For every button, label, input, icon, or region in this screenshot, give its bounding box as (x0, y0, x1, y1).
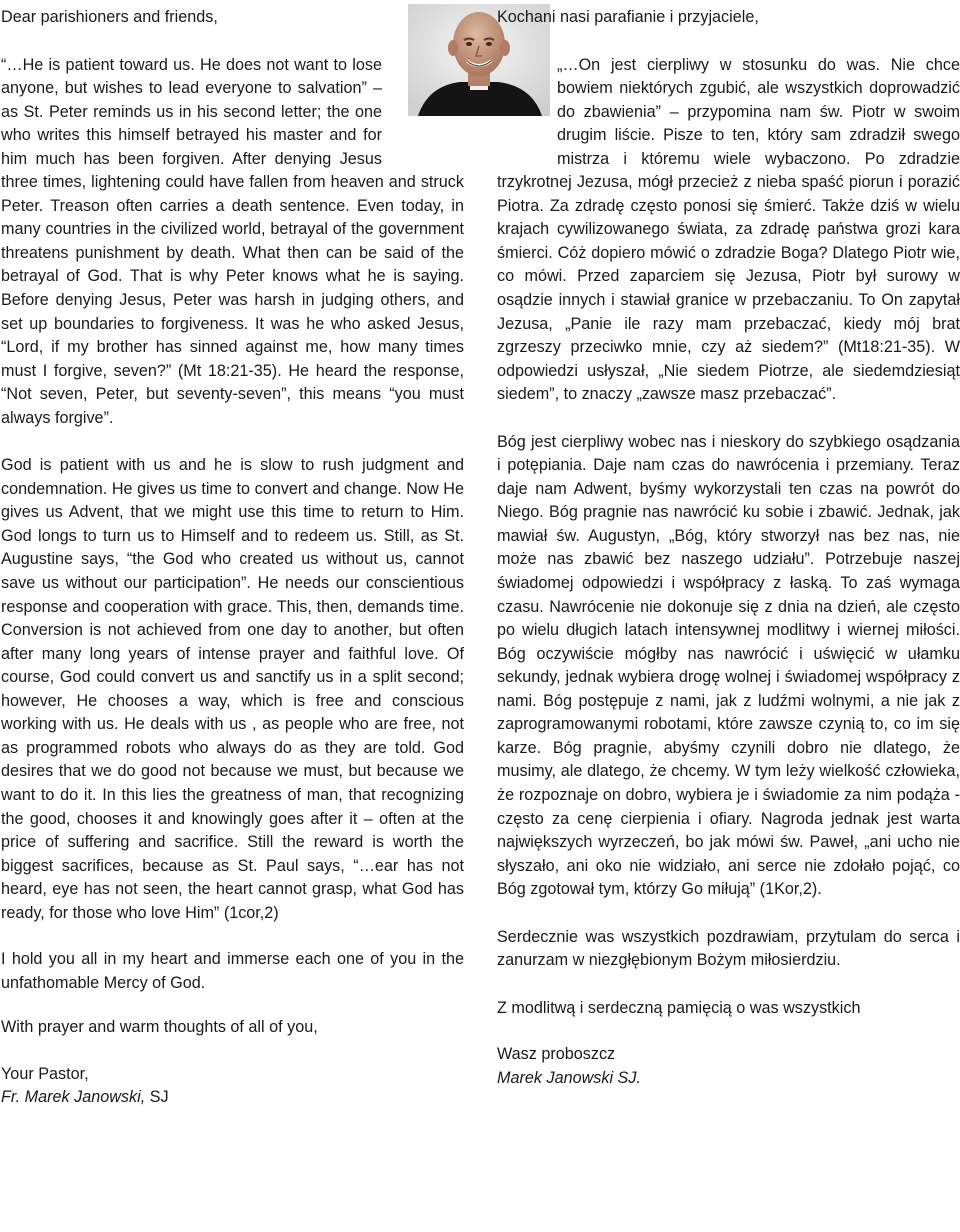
english-closing: Your Pastor, (1, 1064, 89, 1083)
polish-signature-block (497, 1043, 960, 1090)
english-signature (1, 1086, 464, 1110)
english-paragraph-1: “…He is patient toward us. He does not want to lose anyone, but wishes to lead everyone to salvation” – as St. Peter reminds us in his second letter; the one who writes this himself betrayed his master and for him much has been forgiven. After denying Jesus three times, lightening could have fallen from heaven and struck Peter. Treason often carries a death sentence. Even today, in many countries in the civilized world, betrayal of the government threatens punishment by death. What then can be said of the betrayal of God. That is why Peter knows what he is saying. Before denying Jesus, Peter was harsh in judging others, and set up boundaries to forgiveness. It was he who asked Jesus, “Lord, if my brother has sinned against me, how many times must I forgive, seven?” (Mt 18:21-35). He heard the response, “Not seven, Peter, but seventy-seven”, this means “you must always forgive”. (1, 55, 464, 427)
english-column (1, 6, 464, 1110)
english-paragraph-2: God is patient with us and he is slow to rush judgment and condemnation. He gives us time to convert and change. Now He gives us Advent, that we might use this time to return to Him. God longs to turn us to Himself and to redeem us. Still, as St. Augustine says, “the God who created us without us, cannot save us without our participation”. He needs our conscientious response and cooperation with grace. This, then, demands time. Conversion is not achieved from one day to another, but often after many long years of intense prayer and faithful love. Of course, God could convert us and sanctify us in a split second; however, He chooses a way, which is free and conscious working with us. He deals with us , as people who are free, not as programmed robots who always do as they are told. God desires that we do good not because we must, but because we want to do it. In this lies the greatness of man, that recognizing the good, chooses it and knowingly goes after it – often at the price of suffering and sacrifice. Still the reward is worth the biggest sacrifices, because as St. Paul says, “…ear has not heard, eye has not seen, the heart cannot grasp, what God has ready, for those who love Him” (1cor,2) (1, 456, 464, 922)
english-greeting: Dear parishioners and friends, (1, 8, 218, 26)
polish-paragraph-2: Bóg jest cierpliwy wobec nas i nieskory do szybkiego osądzania i potępiania. Daje nam czas do nawrócenia i przemiany. Teraz daje nam Adwent, byśmy wykorzystali ten czas na powrót do Niego. Bóg pragnie nas nawrócić ku sobie i zbawić. Jednak, jak mawiał św. Augustyn, „Bóg, który stworzył nas bez nas, nie może nas zbawić bez naszego udziału”. Potrzebuje naszej świadomej odpowiedzi i współpracy z łaską. To zaś wymaga czasu. Nawrócenie nie dokonuje się z dnia na dzień, ale często po wielu długich latach intensywnej modlitwy i wiernej miłości. Bóg oczywiście mógłby nas nawrócić i uświęcić w ułamku sekundy, jednak wybiera drogę wolnej i świadomej współpracy z nami. Bóg postępuje z nami, jak z ludźmi wolnymi, a nie jak z zaprogramowanymi robotami, które zawsze czynią to, co im się karze. Bóg pragnie, abyśmy czynili dobro nie dlatego, że musimy, ale dlatego, że chcemy. W tym leży wielkość człowieka, że rozpoznaje on dobro, wybiera je i świadomie za nim podąża - często za cenę cierpienia i ofiary. Nagroda jednak jest warta największych wyrzeczeń, bo jak mówi św. Paweł, „ani ucho nie słyszało, ani oko nie widziało, ani serce nie zdołało pojąć, co Bóg zgotował tym, którzy Go miłują” (1Kor,2). (497, 432, 960, 899)
english-signature-order: SJ (145, 1088, 169, 1107)
polish-closing: Wasz proboszcz (497, 1045, 616, 1064)
polish-paragraph-1: „…On jest cierpliwy w stosunku do was. Nie chce bowiem niektórych zgubić, ale wszystkich doprowadzić do zbawienia” – przypomina nam św. Piotr w swoim drugim liście. Pisze to ten, który sam zdradził swego mistrza i któremu wiele wybaczono. Po zdradzie trzykrotnej Jezusa, mógł przecież z nieba spaść piorun i porazić Piotra. Za zdradę często ponosi się śmierć. Także dziś w wielu krajach cywilizowanego świata, za zdradę państwa grozi kara śmierci. Cóż dopiero mówić o zdradzie Boga? Dlatego Piotr wie, co mówi. Przed zaparciem się Jezusa, Piotr był surowy w osądzie innych i stawiał granice w przebaczaniu. To On zapytał Jezusa, „Panie ile razy mam przebaczać, kiedy mój brat zgrzeszy przeciwko mnie, czy aż siedem?” (Mt18:21-35). W odpowiedzi usłyszał, „Nie siedem Piotrze, ale siedemdziesiąt siedem”, to znaczy „zawsze masz przebaczać”. (497, 55, 960, 404)
polish-column (497, 6, 960, 1090)
english-signature-name: Fr. Marek Janowski, (1, 1088, 146, 1107)
polish-signature: Marek Janowski SJ. (497, 1068, 641, 1087)
english-paragraph-3: I hold you all in my heart and immerse each one of you in the unfathomable Mercy of God. (1, 950, 464, 992)
polish-paragraph-4: Z modlitwą i serdeczną pamięcią o was wszystkich (497, 998, 861, 1017)
english-paragraph-4: With prayer and warm thoughts of all of you, (1, 1018, 318, 1037)
polish-paragraph-3: Serdecznie was wszystkich pozdrawiam, przytulam do serca i zanurzam w niezgłębionym Bożym miłosierdziu. (497, 927, 960, 970)
english-signature-block (1, 1063, 464, 1110)
polish-greeting: Kochani nasi parafianie i przyjaciele, (497, 8, 759, 26)
